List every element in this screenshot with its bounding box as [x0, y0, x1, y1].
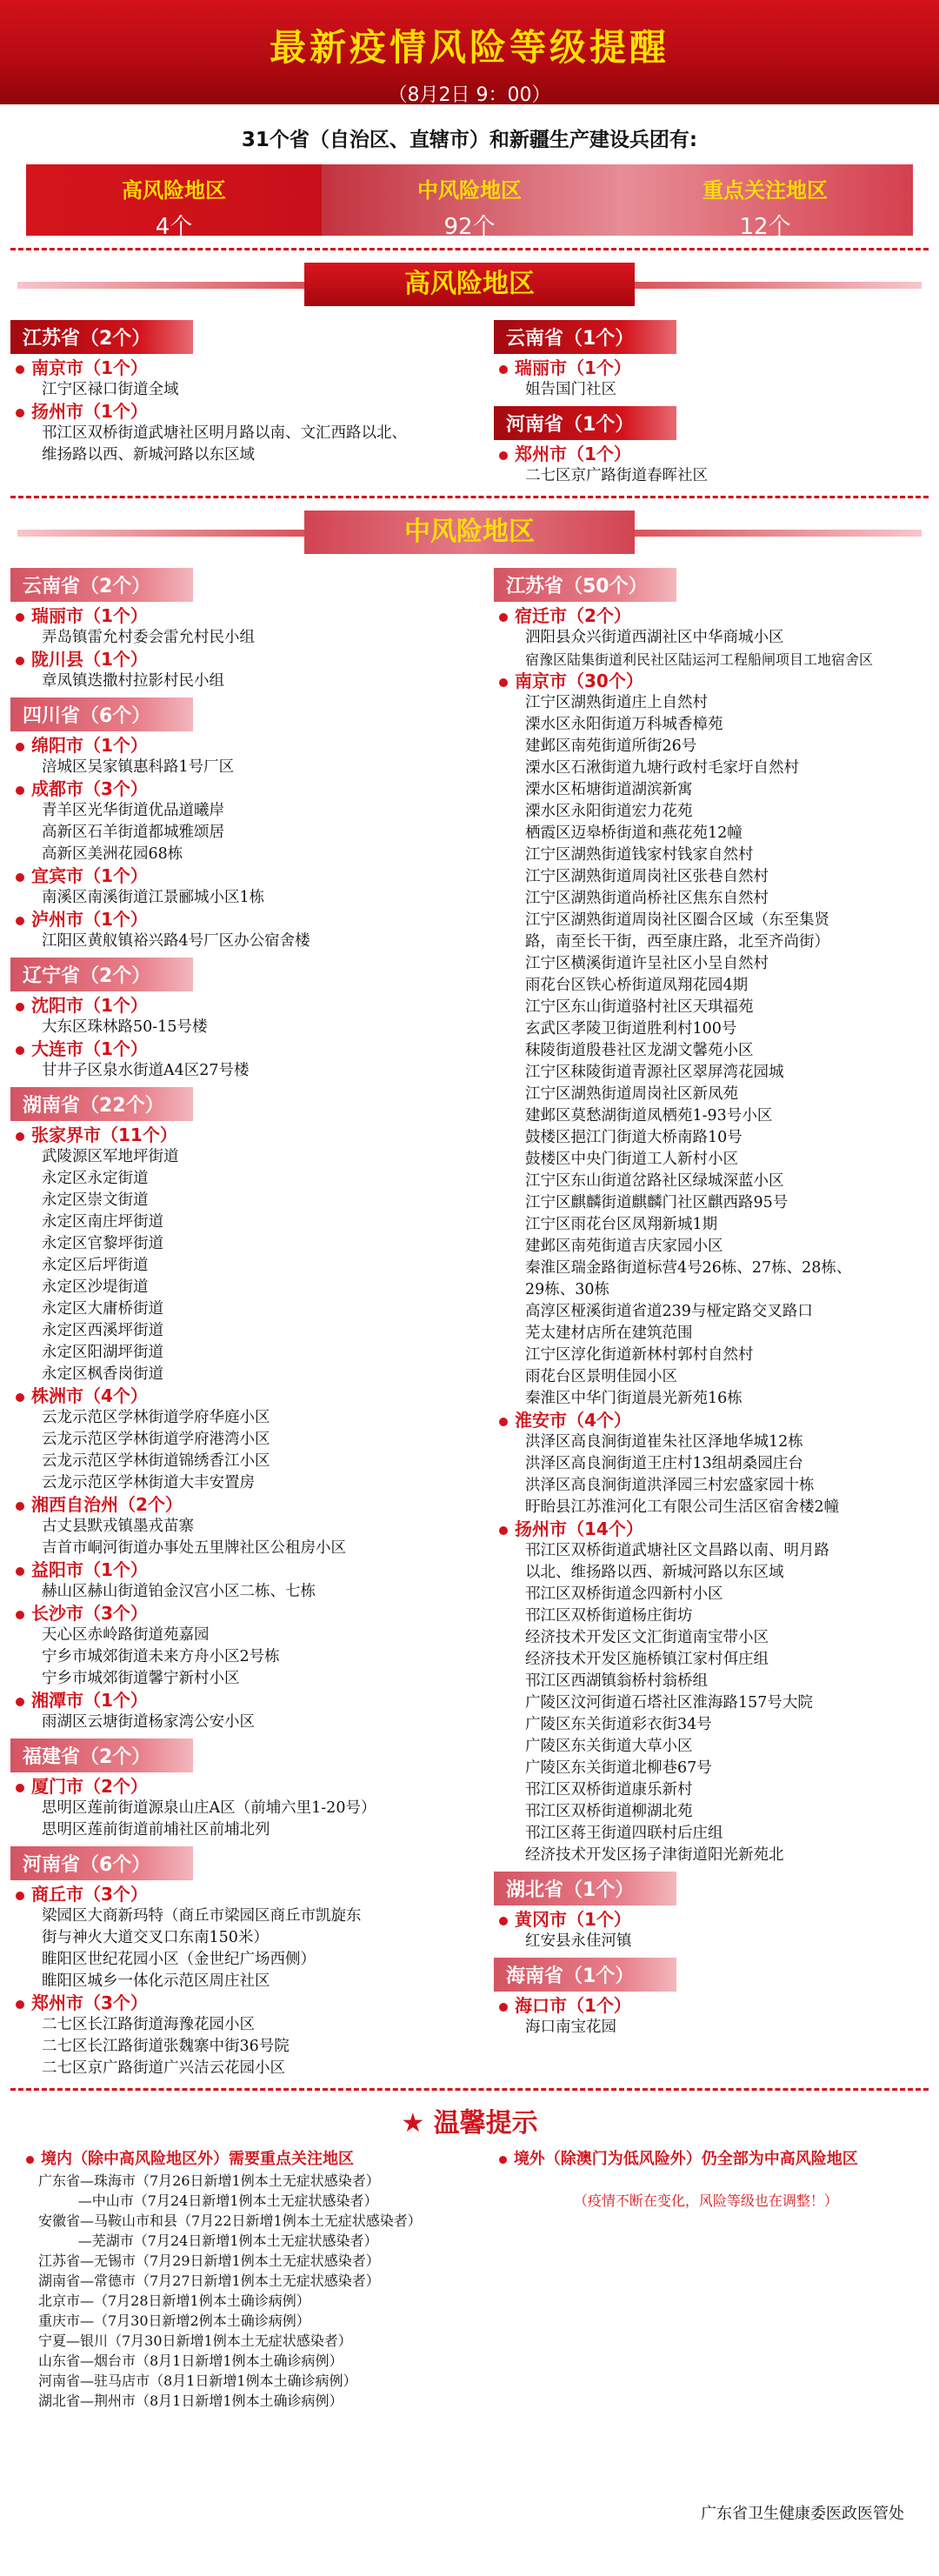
area-item: 高新区石羊街道都城雅颂居: [42, 824, 224, 841]
area-item: 赫山区赫山街道铂金汉宫小区二栋、七栋: [42, 1583, 316, 1600]
area-item: 思明区莲前街道源泉山庄A区（前埔六里1-20号）: [42, 1799, 376, 1817]
area-item: 邗江区双桥街道武塘社区明月路以南、文汇西路以北、 维扬路以西、新城河路以东区域: [42, 424, 407, 464]
province-label: 云南省（2个）: [10, 568, 193, 602]
tip-line: 河南省—驻马店市（8月1日新增1例本土确诊病例）: [38, 2372, 357, 2389]
city-label: 泸州市（1个）: [10, 909, 445, 931]
bullet-icon: [16, 917, 24, 925]
tip-line: 湖南省—常德市（7月27日新增1例本土无症状感染者）: [38, 2272, 380, 2289]
province-block: [10, 952, 445, 1082]
area-item: 江宁区湖熟街道庄上自然村: [525, 694, 708, 711]
bullet-icon: [499, 2003, 508, 2012]
area-item: 永定区枫香岗街道: [42, 1365, 163, 1383]
area-item: 秦淮区瑞金路街道标营4号26栋、27栋、28栋、 29栋、30栋: [525, 1259, 852, 1298]
area-item: 秣陵街道殷巷社区龙湖文馨苑小区: [525, 1042, 754, 1059]
bullet-icon: [16, 873, 24, 882]
area-item: 邗江区双桥街道柳湖北苑: [525, 1803, 693, 1820]
area-item: 建邺区南苑街道所街26号: [525, 737, 697, 755]
summary-bar: [26, 164, 913, 240]
area-item: 江宁区湖熟街道周岗社区圈合区域（东至集贤 路，南至长干街，西至康庄路，北至齐尚街）: [525, 911, 829, 951]
province-label: 河南省（6个）: [10, 1846, 193, 1880]
province-block: [494, 1952, 929, 2039]
city-label: 宜宾市（1个）: [10, 865, 445, 887]
bullet-icon: [16, 409, 24, 417]
area-item: 邗江区西湖镇翁桥村翁桥组: [525, 1672, 708, 1690]
bullet-icon: [16, 1003, 24, 1011]
area-item: 洪泽区高良涧街道崔朱社区泽地华城12栋: [525, 1433, 803, 1451]
bullet-icon: [499, 1526, 508, 1535]
header-banner: [0, 0, 939, 104]
area-item: 秦淮区中华门街道晨光新苑16栋: [525, 1390, 743, 1407]
bullet-icon: [26, 2156, 34, 2164]
province-label: 江苏省（2个）: [10, 320, 193, 354]
tips-abroad-head: 境外（除澳门为低风险外）仍全部为中高风险地区: [499, 2148, 913, 2171]
area-item: 溧水区柘塘街道湖滨新寓: [525, 781, 693, 798]
city-label: 郑州市（1个）: [494, 444, 929, 465]
bullet-icon: [16, 1892, 24, 1900]
area-item: 南溪区南溪街道江景郦城小区1栋: [42, 889, 265, 906]
area-item: 溧水区石湫街道九塘行政村毛家圩自然村: [525, 759, 799, 777]
province-label: 湖北省（1个）: [494, 1872, 676, 1905]
summary-value: 12个: [739, 214, 791, 240]
high-risk-list: [0, 315, 939, 487]
area-item: 宿豫区陆集街道利民社区陆运河工程船闸项目工地宿舍区: [525, 651, 874, 668]
area-item: 永定区沙堤街道: [42, 1278, 149, 1296]
area-item: 吉首市峒河街道办事处五里牌社区公租房小区: [42, 1539, 346, 1557]
tip-line: 湖北省—荆州市（8月1日新增1例本土确诊病例）: [38, 2392, 343, 2409]
high-right-column: [445, 315, 929, 487]
summary-value: 4个: [155, 214, 193, 240]
area-item: 永定区后坪街道: [42, 1257, 149, 1274]
area-item: 弄岛镇雷允村委会雷允村民小组: [42, 629, 255, 646]
area-item: 江宁区横溪街道许呈社区小呈自然村: [525, 955, 769, 972]
area-item: 永定区南庄坪街道: [42, 1213, 163, 1231]
area-item: 涪城区吴家镇惠科路1号厂区: [42, 758, 235, 776]
area-item: 睢阳区世纪花园小区（金世纪广场西侧）: [42, 1951, 316, 1968]
area-item: 永定区大庸桥街道: [42, 1300, 163, 1318]
star-icon: ★: [401, 2108, 434, 2139]
area-item: 江宁区湖熟街道周岗社区新凤苑: [525, 1085, 738, 1103]
tip-line: 江苏省—无锡市（7月29日新增1例本土无症状感染者）: [38, 2252, 380, 2269]
summary-label: 重点关注地区: [703, 178, 828, 203]
city-label: 长沙市（3个）: [10, 1603, 445, 1625]
area-item: 江阳区黄舣镇裕兴路4号厂区办公宿舍楼: [42, 932, 310, 950]
city-label: 益阳市（1个）: [10, 1559, 445, 1581]
intro-text: 31个省（自治区、直辖市）和新疆生产建设兵团有:: [241, 129, 698, 151]
area-item: 江宁区东山街道骆村社区天琪福苑: [525, 998, 754, 1016]
city-label: 淮安市（4个）: [494, 1410, 929, 1431]
bullet-icon: [16, 1567, 24, 1576]
area-item: 天心区赤岭路街道苑嘉园: [42, 1626, 210, 1644]
city-label: 湘西自治州（2个）: [10, 1494, 445, 1516]
city-label: 扬州市（14个）: [494, 1518, 929, 1540]
area-item: 溧水区永阳街道宏力花苑: [525, 803, 693, 820]
province-block: [494, 315, 929, 401]
summary-mid: [322, 164, 617, 240]
area-item: 盱眙县江苏淮河化工有限公司生活区宿舍楼2幢: [525, 1498, 840, 1516]
area-item: 玄武区孝陵卫街道胜利村100号: [525, 1020, 737, 1038]
province-block: [10, 315, 445, 466]
bullet-icon: [499, 451, 508, 460]
area-item: 高淳区桠溪街道省道239与桠定路交叉路口 芜太建材店所在建筑范围: [525, 1303, 813, 1342]
area-item: 永定区西溪坪街道: [42, 1322, 163, 1339]
tips-right: [482, 2148, 913, 2411]
tips-note: （疫情不断在变化，风险等级也在调整！）: [573, 2192, 838, 2209]
city-label: 扬州市（1个）: [10, 401, 445, 423]
area-item: 洪泽区高良涧街道王庄村13组胡桑园庄台: [525, 1455, 803, 1472]
area-item: 邗江区双桥街道武塘社区文昌路以南、明月路 以北、维扬路以西、新城河路以东区域: [525, 1542, 829, 1581]
bullet-icon: [16, 786, 24, 795]
area-item: 二七区长江路街道海豫花园小区: [42, 2016, 255, 2033]
area-item: 云龙示范区学林街道大丰安置房: [42, 1474, 255, 1492]
area-item: 云龙示范区学林街道学府港湾小区: [42, 1431, 270, 1448]
area-item: 溧水区永阳街道万科城香樟苑: [525, 716, 723, 733]
high-left-column: [10, 315, 445, 487]
summary-focus: [617, 164, 913, 240]
area-item: 广陵区东关街道大草小区: [525, 1738, 693, 1755]
city-label: 陇川县（1个）: [10, 649, 445, 671]
province-label: 福建省（2个）: [10, 1738, 193, 1772]
tip-line: 山东省—烟台市（8月1日新增1例本土确诊病例）: [38, 2352, 343, 2369]
area-item: 云龙示范区学林街道学府华庭小区: [42, 1409, 270, 1426]
area-item: 经济技术开发区文汇街道南宝带小区: [525, 1629, 769, 1646]
bullet-icon: [499, 613, 508, 622]
page-title: 最新疫情风险等级提醒: [269, 26, 669, 69]
summary-label: 中风险地区: [417, 178, 522, 203]
bullet-icon: [499, 2156, 507, 2164]
tip-line: —中山市（7月24日新增1例本土无症状感染者）: [38, 2192, 378, 2209]
province-block: [10, 563, 445, 692]
tip-line: 安徽省—马鞍山市和县（7月22日新增1例本土无症状感染者）: [38, 2212, 422, 2229]
city-label: 沈阳市（1个）: [10, 995, 445, 1017]
area-item: 思明区莲前街道前埔社区前埔北列: [42, 1821, 270, 1839]
area-item: 高新区美洲花园68栋: [42, 845, 183, 863]
area-item: 泗阳县众兴街道西湖社区中华商城小区: [525, 629, 784, 646]
divider: [10, 496, 929, 498]
area-item: 红安县永佳河镇: [525, 1932, 632, 1950]
tip-line: 广东省—珠海市（7月26日新增1例本土无症状感染者）: [38, 2172, 380, 2189]
area-item: 武陵源区军地坪街道: [42, 1148, 179, 1165]
summary-label: 高风险地区: [122, 178, 226, 203]
area-item: 经济技术开发区扬子津街道阳光新苑北: [525, 1846, 784, 1864]
tips-lines: [26, 2171, 482, 2411]
area-item: 广陵区东关街道彩衣街34号: [525, 1716, 712, 1733]
tips-title: ★ 温馨提示: [401, 2108, 538, 2139]
section-label: 高风险地区: [304, 263, 635, 306]
area-item: 姐告国门社区: [525, 381, 616, 398]
area-item: 邗江区双桥街道念四新村小区: [525, 1585, 723, 1603]
city-label: 南京市（1个）: [10, 357, 445, 379]
province-label: 四川省（6个）: [10, 697, 193, 731]
update-date: （8月2日 9：00）: [388, 84, 551, 106]
mid-risk-list: [0, 563, 939, 2079]
city-label: 瑞丽市（1个）: [494, 357, 929, 379]
bullet-icon: [16, 1611, 24, 1619]
bullet-icon: [16, 1698, 24, 1706]
city-label: 瑞丽市（1个）: [10, 605, 445, 627]
summary-high: [26, 164, 322, 240]
province-block: [10, 1082, 445, 1733]
city-label: 海口市（1个）: [494, 1995, 929, 2017]
bullet-icon: [499, 1917, 508, 1925]
province-block: [494, 1866, 929, 1952]
area-item: 江宁区湖熟街道周岗社区张巷自然村: [525, 868, 769, 885]
province-label: 江苏省（50个）: [494, 568, 676, 602]
province-block: [494, 563, 929, 1866]
bullet-icon: [499, 678, 508, 687]
tips-section: [0, 2148, 939, 2411]
city-label: 郑州市（3个）: [10, 1992, 445, 2014]
area-item: 雨花台区铁心桥街道凤翔花园4期: [525, 977, 749, 994]
province-block: [494, 401, 929, 487]
area-item: 江宁区禄口街道全域: [42, 381, 179, 398]
area-item: 栖霞区迈皋桥街道和燕花苑12幢: [525, 824, 743, 842]
area-item: 章凤镇迭撒村拉影村民小组: [42, 672, 224, 690]
area-item: 江宁区雨花台区凤翔新城1期: [525, 1216, 718, 1233]
city-label: 成都市（3个）: [10, 778, 445, 800]
tip-line: 重庆市—（7月30日新增2例本土确诊病例）: [38, 2312, 310, 2329]
footer-source: 广东省卫生健康委医政医管处: [701, 2505, 904, 2523]
area-item: 洪泽区高良涧街道洪泽园三村宏盛家园十栋: [525, 1477, 815, 1494]
area-item: 江宁区东山街道岔路社区绿城深蓝小区: [525, 1172, 784, 1190]
area-item: 永定区阳湖坪街道: [42, 1344, 163, 1361]
bullet-icon: [499, 1418, 508, 1426]
province-block: [10, 692, 445, 952]
area-item: 雨湖区云塘街道杨家湾公安小区: [42, 1713, 255, 1731]
area-item: 鼓楼区挹江门街道大桥南路10号: [525, 1129, 743, 1146]
province-block: [10, 1841, 445, 2079]
city-label: 黄冈市（1个）: [494, 1909, 929, 1931]
area-item: 鼓楼区中央门街道工人新村小区: [525, 1151, 738, 1168]
area-item: 邗江区双桥街道杨庄街坊: [525, 1607, 693, 1625]
area-item: 邗江区蒋王街道四联村后庄组: [525, 1825, 723, 1842]
bullet-icon: [16, 1502, 24, 1511]
area-item: 宁乡市城郊街道未来方舟小区2号栋: [42, 1648, 280, 1665]
area-item: 江宁区淳化街道新林村郭村自然村: [525, 1346, 754, 1364]
bullet-icon: [16, 1046, 24, 1055]
area-item: 建邺区南苑街道吉庆家园小区: [525, 1238, 723, 1255]
area-item: 大东区珠林路50-15号楼: [42, 1018, 208, 1036]
province-block: [10, 1733, 445, 1841]
bullet-icon: [499, 365, 508, 374]
tip-line: 北京市—（7月28日新增1例本土确诊病例）: [38, 2292, 310, 2309]
area-item: 永定区崇文街道: [42, 1191, 149, 1209]
province-label: 辽宁省（2个）: [10, 958, 193, 991]
area-item: 永定区官黎坪街道: [42, 1235, 163, 1252]
area-item: 梁园区大商新玛特（商丘市梁园区商丘市凯旋东 街与神火大道交叉口东南150米）: [42, 1907, 362, 1946]
divider: [10, 2088, 929, 2091]
city-label: 厦门市（2个）: [10, 1776, 445, 1798]
area-item: 海口南宝花园: [525, 2019, 616, 2036]
area-item: 建邺区莫愁湖街道凤栖苑1-93号小区: [525, 1107, 773, 1124]
city-label: 湘潭市（1个）: [10, 1690, 445, 1712]
area-item: 二七区京广路街道春晖社区: [525, 467, 708, 484]
area-item: 宁乡市城郊街道馨宁新村小区: [42, 1670, 240, 1687]
area-item: 经济技术开发区施桥镇江家村佴庄组: [525, 1651, 769, 1668]
tips-left: [26, 2148, 482, 2411]
tip-line: 宁夏—银川（7月30日新增1例本土无症状感染者）: [38, 2332, 352, 2349]
area-item: 二七区长江路街道张魏寨中街36号院: [42, 2038, 290, 2055]
area-item: 云龙示范区学林街道锦绣香江小区: [42, 1452, 270, 1470]
city-label: 张家界市（11个）: [10, 1124, 445, 1146]
bullet-icon: [16, 613, 24, 622]
area-item: 二七区京广路街道广兴洁云花园小区: [42, 2059, 285, 2077]
city-label: 株洲市（4个）: [10, 1385, 445, 1407]
area-item: 青羊区光华街道优品道曦岸: [42, 802, 224, 819]
province-label: 河南省（1个）: [494, 406, 676, 440]
province-label: 湖南省（22个）: [10, 1087, 193, 1121]
bullet-icon: [16, 2000, 24, 2009]
area-item: 江宁区湖熟街道钱家村钱家自然村: [525, 846, 754, 864]
bullet-icon: [16, 1132, 24, 1141]
city-label: 宿迁市（2个）: [494, 605, 929, 627]
city-label: 南京市（30个）: [494, 671, 929, 692]
city-label: 商丘市（3个）: [10, 1884, 445, 1905]
province-label: 海南省（1个）: [494, 1958, 676, 1992]
mid-left-column: [10, 563, 445, 2079]
area-item: 江宁区秣陵街道青源社区翠屏湾花园城: [525, 1064, 784, 1081]
bullet-icon: [16, 1784, 24, 1792]
tips-domestic-head: 境内（除中高风险地区外）需要重点关注地区: [26, 2148, 482, 2171]
area-item: 邗江区双桥街道康乐新村: [525, 1781, 693, 1799]
divider: [10, 248, 929, 250]
bullet-icon: [16, 743, 24, 751]
area-item: 江宁区湖熟街道尚桥社区焦东自然村: [525, 890, 769, 907]
bullet-icon: [16, 365, 24, 374]
bullet-icon: [16, 1393, 24, 1402]
area-item: 睢阳区城乡一体化示范区周庄社区: [42, 1972, 270, 1990]
area-item: 江宁区麒麟街道麒麟门社区麒西路95号: [525, 1194, 789, 1211]
area-item: 甘井子区泉水街道A4区27号楼: [42, 1062, 250, 1079]
high-risk-section-title: [0, 263, 939, 306]
city-label: 绵阳市（1个）: [10, 735, 445, 757]
bullet-icon: [16, 657, 24, 665]
mid-right-column: [445, 563, 929, 2079]
area-item: 广陵区东关街道北柳巷67号: [525, 1759, 712, 1777]
mid-risk-section-title: [0, 511, 939, 554]
section-label: 中风险地区: [304, 511, 635, 554]
area-item: 永定区永定街道: [42, 1170, 149, 1187]
city-label: 大连市（1个）: [10, 1038, 445, 1060]
area-item: 广陵区汶河街道石塔社区淮海路157号大院: [525, 1694, 813, 1712]
area-item: 古丈县默戎镇墨戎苗寨: [42, 1518, 194, 1535]
summary-value: 92个: [443, 214, 496, 240]
province-label: 云南省（1个）: [494, 320, 676, 354]
tip-line: —芜湖市（7月24日新增1例本土无症状感染者）: [38, 2232, 378, 2249]
area-item: 雨花台区景明佳园小区: [525, 1368, 677, 1385]
